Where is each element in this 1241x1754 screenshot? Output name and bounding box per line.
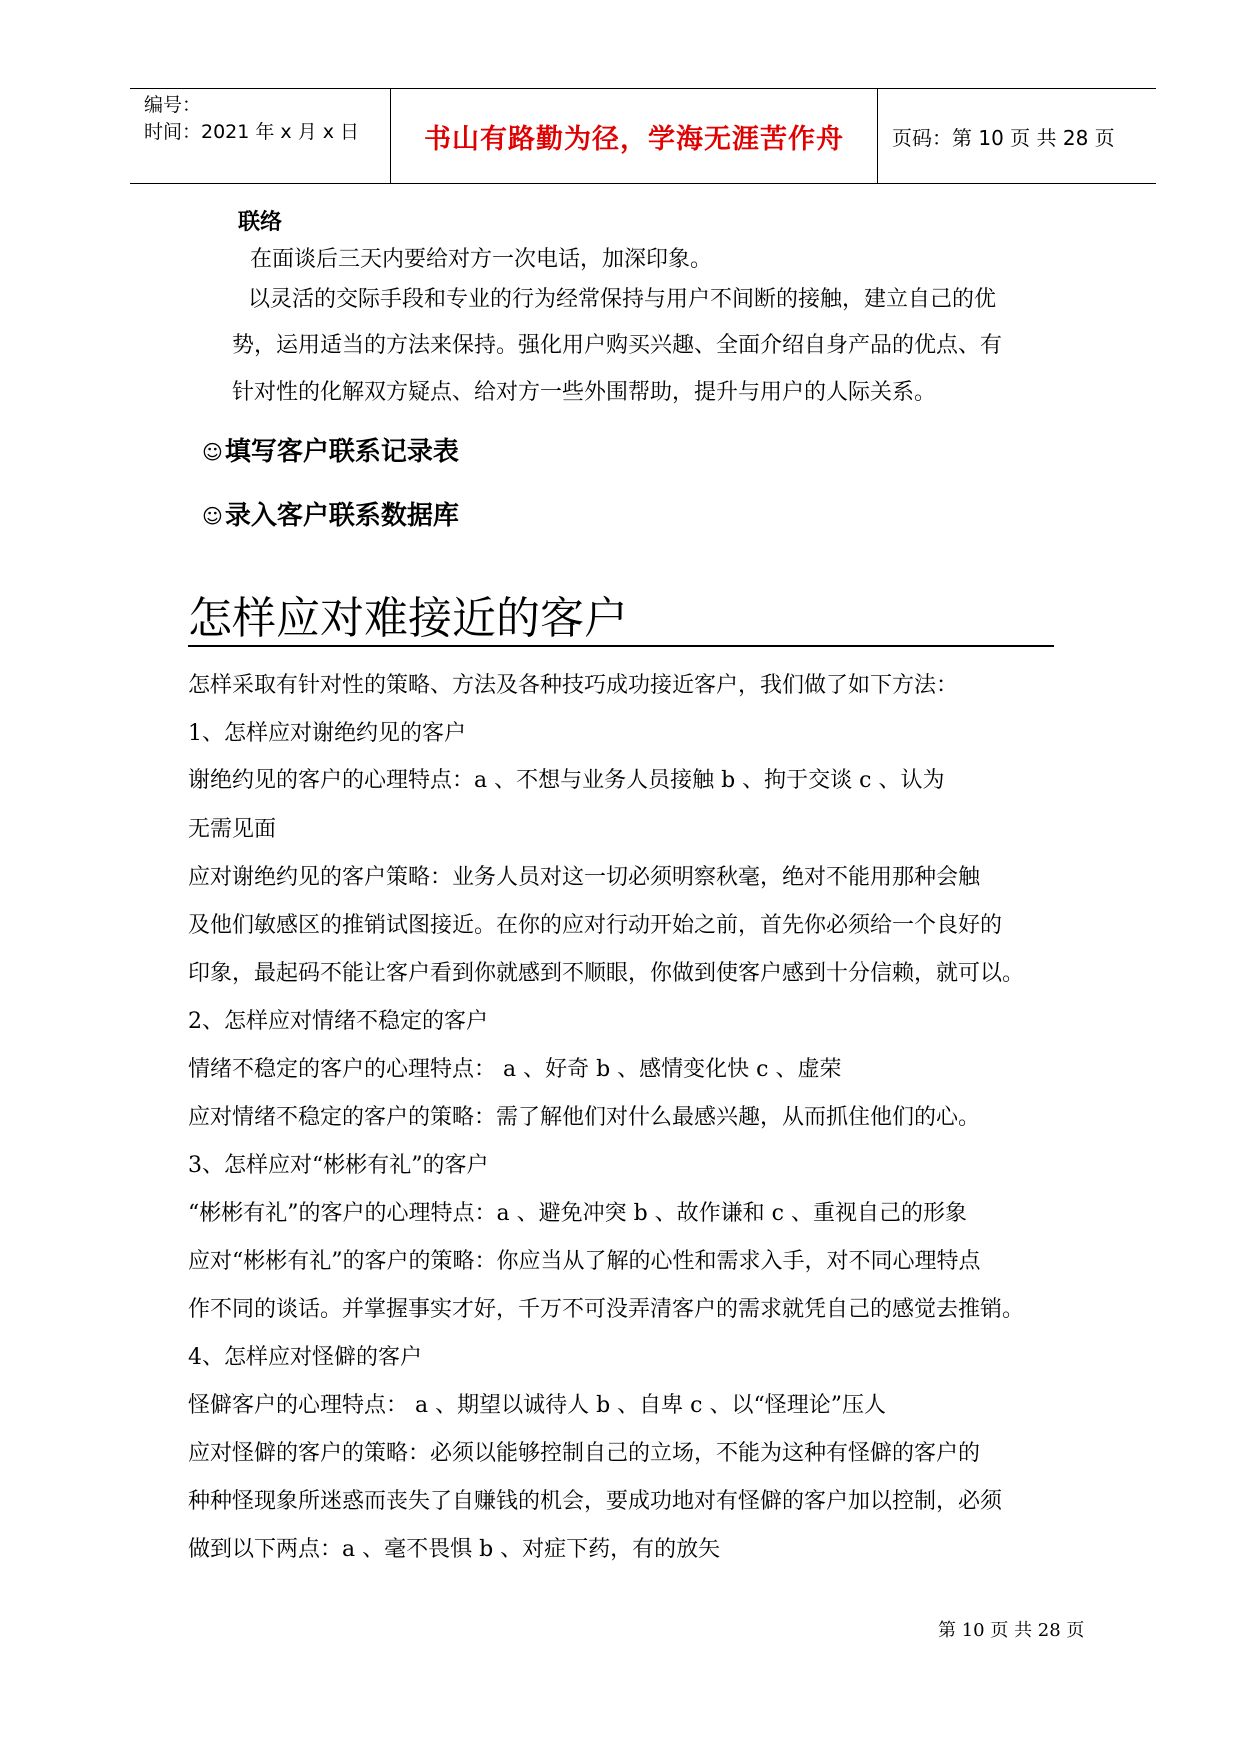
body-line: 应对谢绝约见的客户策略：业务人员对这一切必须明察秋毫，绝对不能用那种会触 [188, 865, 981, 890]
body-line: 作不同的谈话。并掌握事实才好，千万不可没弄清客户的需求就凭自己的感觉去推销。 [188, 1297, 1025, 1322]
intro-para-line: 势，运用适当的方法来保持。强化用户购买兴趣、全面介绍自身产品的优点、有 [232, 333, 1003, 358]
intro-heading: 联络 [238, 210, 283, 235]
body-line: 应对怪僻的客户的策略：必须以能够控制自己的立场，不能为这种有怪僻的客户的 [188, 1441, 981, 1466]
body-line: 4、怎样应对怪僻的客户 [188, 1345, 422, 1370]
body-line: 谢绝约见的客户的心理特点：a 、不想与业务人员接触 b 、拘于交谈 c 、认为 [188, 768, 945, 793]
body-line: 情绪不稳定的客户的心理特点： a 、好奇 b 、感情变化快 c 、虚荣 [188, 1057, 842, 1082]
bullet-text: 录入客户联系数据库 [224, 501, 459, 531]
intro-para-line: 以灵活的交际手段和专业的行为经常保持与用户不间断的接触，建立自己的优 [248, 287, 997, 312]
section-title-text: 怎样应对难接近的客户 [188, 593, 628, 644]
smiley-icon: ☺ [202, 440, 223, 464]
body-line: 无需见面 [188, 817, 277, 842]
bullet-text: 填写客户联系记录表 [224, 437, 459, 467]
body-line: 印象，最起码不能让客户看到你就感到不顺眼，你做到使客户感到十分信赖，就可以。 [188, 961, 1025, 986]
time-label: 时间：2021 年 x 月 x 日 [144, 121, 360, 143]
body-line: 怪僻客户的心理特点： a 、期望以诚待人 b 、自卑 c 、以“怪理论”压人 [188, 1393, 886, 1418]
body-line: 2、怎样应对情绪不稳定的客户 [188, 1009, 488, 1034]
bullet-item [202, 498, 459, 534]
header-motto-cell [390, 89, 878, 183]
smiley-icon: ☺ [202, 504, 223, 528]
page-info: 页码：第 10 页 共 28 页 [892, 125, 1115, 150]
body-line: 应对“彬彬有礼”的客户的策略：你应当从了解的心性和需求入手，对不同心理特点 [188, 1249, 981, 1274]
header-page-cell [876, 89, 1156, 183]
body-line: 做到以下两点：a 、毫不畏惧 b 、对症下药，有的放矢 [188, 1537, 721, 1562]
body-line: 种种怪现象所迷惑而丧失了自赚钱的机会，要成功地对有怪僻的客户加以控制，必须 [188, 1489, 1003, 1514]
motto-text: 书山有路勤为径，学海无涯苦作舟 [424, 123, 844, 155]
body-line: 3、怎样应对“彬彬有礼”的客户 [188, 1153, 489, 1178]
body-line: 怎样采取有针对性的策略、方法及各种技巧成功接近客户，我们做了如下方法： [188, 673, 959, 698]
body-line: “彬彬有礼”的客户的心理特点：a 、避免冲突 b 、故作谦和 c 、重视自己的形象 [188, 1201, 967, 1226]
intro-line: 在面谈后三天内要给对方一次电话，加深印象。 [250, 247, 713, 272]
body-line: 1、怎样应对谢绝约见的客户 [188, 721, 466, 746]
number-label: 编号： [144, 94, 202, 116]
bullet-item [202, 434, 459, 470]
body-line: 应对情绪不稳定的客户的策略：需了解他们对什么最感兴趣，从而抓住他们的心。 [188, 1105, 981, 1130]
body-line: 及他们敏感区的推销试图接近。在你的应对行动开始之前，首先你必须给一个良好的 [188, 913, 1003, 938]
page-footer: 第 10 页 共 28 页 [938, 1620, 1085, 1641]
section-title [188, 593, 1054, 647]
header-meta-cell [130, 89, 390, 183]
page-header [130, 88, 1156, 184]
intro-para-line: 针对性的化解双方疑点、给对方一些外围帮助，提升与用户的人际关系。 [232, 380, 937, 405]
